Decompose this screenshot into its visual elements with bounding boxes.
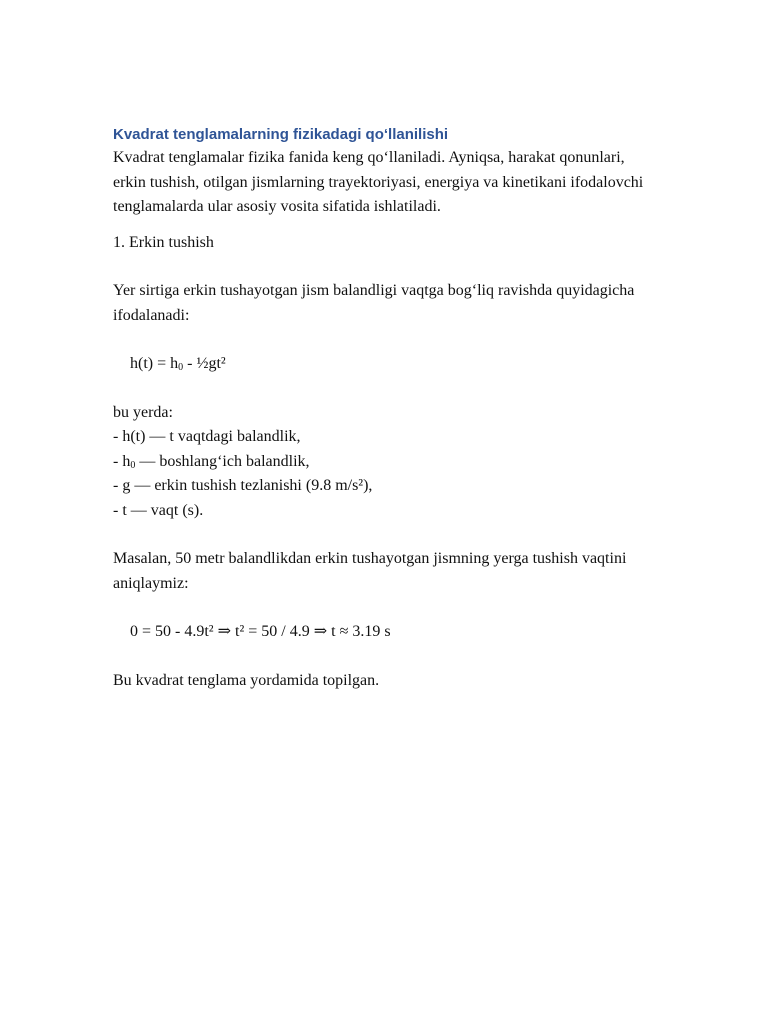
document-page: [113, 124, 653, 693]
document-heading: Kvadrat tenglamalarning fizikadagi qo‘llanilishi: [113, 126, 449, 143]
intro-paragraph: Kvadrat tenglamalar fizika fanida keng qo‘llaniladi. Ayniqsa, harakat qonunlari, erkin tushish, otilgan jismlarning trayektoriyasi, energiya va kinetikani ifodalovchi tenglamalarda ular asosiy vosita sifatida ishlatiladi.: [113, 149, 644, 215]
definition-text-after: — boshlang‘ich balandlik,: [135, 452, 310, 470]
where-label: bu yerda:: [113, 403, 173, 421]
definition-item: [113, 474, 653, 499]
formula-part-after: - ½gt²: [183, 355, 226, 372]
definition-text: - t — vaqt (s).: [113, 501, 204, 519]
definition-item: [113, 425, 653, 450]
conclusion-paragraph: Bu kvadrat tenglama yordamida topilgan.: [113, 671, 380, 689]
definition-text: - h(t) — t vaqtdagi balandlik,: [113, 428, 301, 445]
definition-item: [113, 499, 653, 524]
definition-subscript: 0: [130, 459, 136, 471]
section-paragraph: Yer sirtiga erkin tushayotgan jism balandligi vaqtga bog‘liq ravishda quyidagicha ifodalanadi:: [113, 282, 635, 324]
definition-item: [113, 450, 653, 475]
formula-subscript: 0: [178, 362, 184, 373]
definition-text: - g — erkin tushish tezlanishi (9.8 m/s²),: [113, 477, 373, 494]
section-title: 1. Erkin tushish: [113, 233, 214, 251]
definition-text: - h: [113, 452, 131, 470]
example-formula: 0 = 50 - 4.9t² ⇒ t² = 50 / 4.9 ⇒ t ≈ 3.19 s: [130, 623, 391, 640]
example-paragraph: Masalan, 50 metr balandlikdan erkin tushayotgan jismning yerga tushish vaqtini aniqlaymiz:: [113, 550, 627, 592]
height-formula: [113, 352, 653, 377]
formula-part-before: h(t) = h: [130, 355, 179, 372]
